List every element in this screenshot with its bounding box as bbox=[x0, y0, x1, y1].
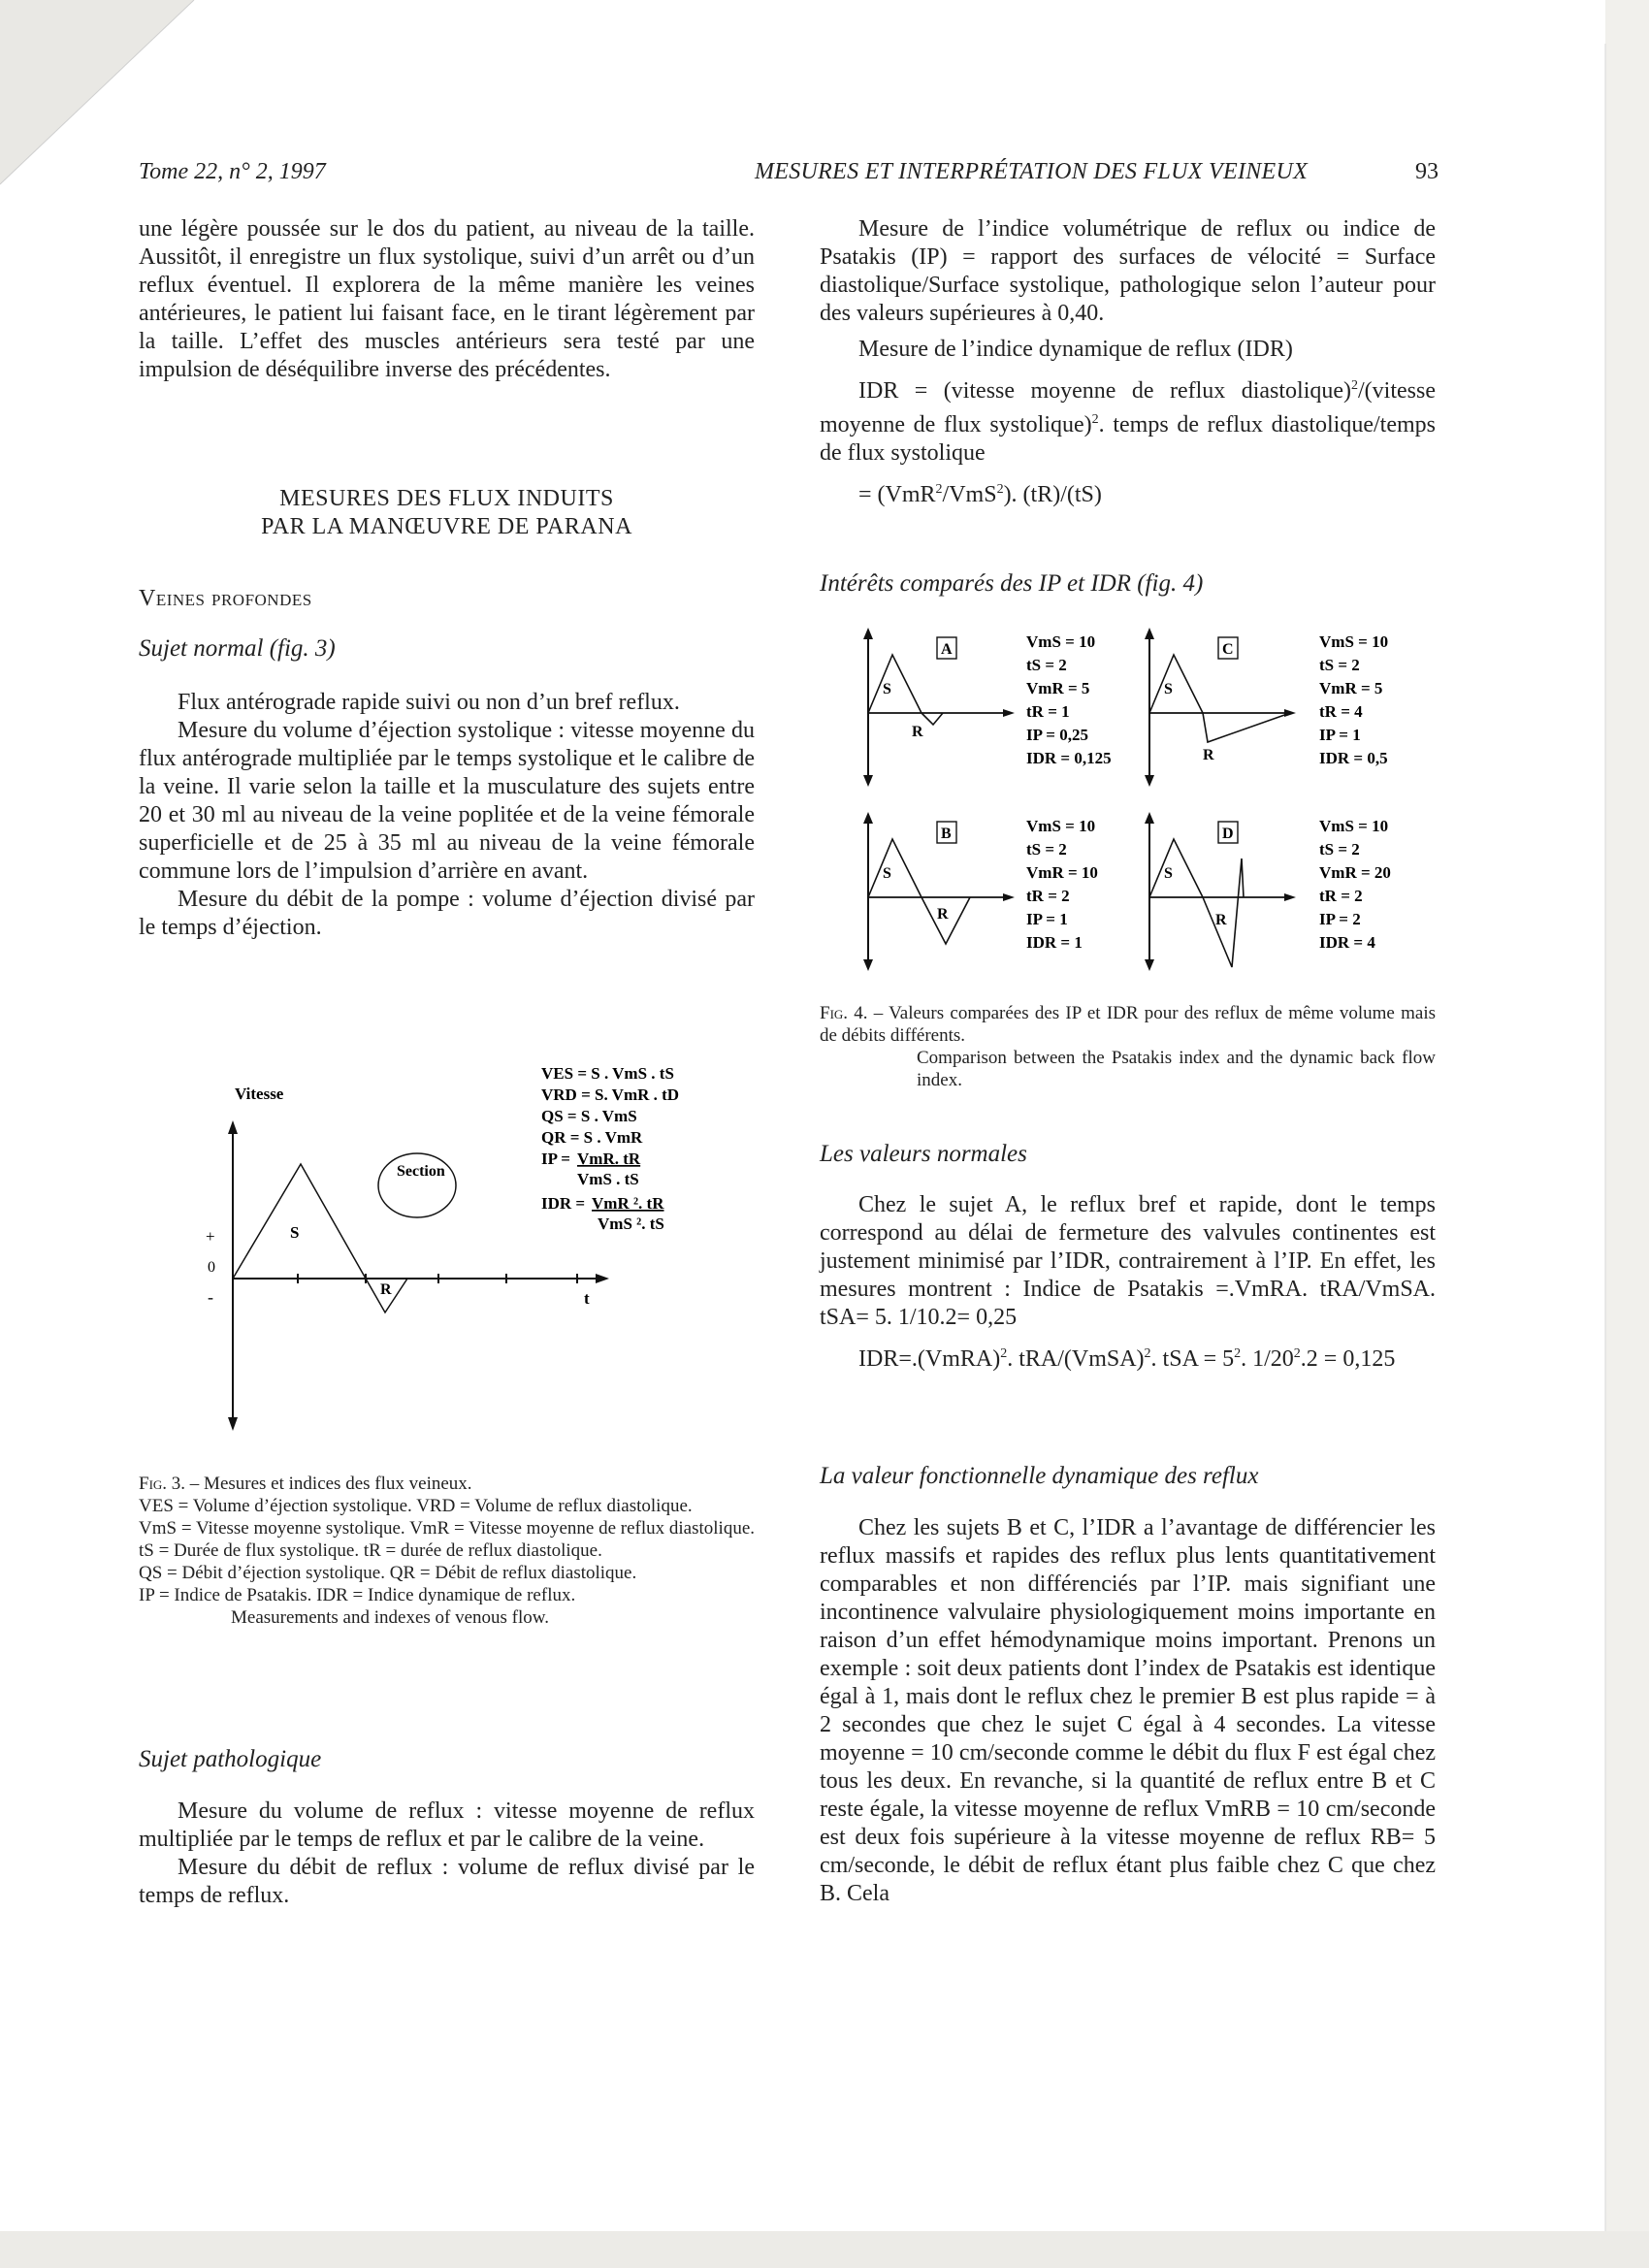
caption-english: Comparison between the Psatakis index and the dynamic back flow index. bbox=[917, 1048, 1436, 1090]
journal-volume: Tome 22, n° 2, 1997 bbox=[139, 159, 326, 184]
fig3-formula: QS = S . VmS bbox=[541, 1107, 637, 1125]
caption-label: Fig. 3. bbox=[139, 1474, 186, 1494]
paragraph: Mesure du volume d’éjection systolique : vitesse moyenne du flux antérograde multipliée par le temps systolique et le calibre de la veine. Il varie selon la taille et la musculature des sujets entre 20 et 30 ml au niveau de la veine poplitée et de la veine fémorale superficielle et de 25 à 35 ml au niveau de la veine fémorale commune lors de l’impulsion d’arrière en avant. bbox=[139, 718, 755, 884]
fig3-formula: VmS . tS bbox=[577, 1170, 639, 1188]
fig4-panel-d bbox=[1145, 812, 1391, 971]
paragraph: Flux antérograde rapide suivi ou non d’un bref reflux. bbox=[178, 690, 680, 715]
fig3-y-label: Vitesse bbox=[235, 1085, 284, 1103]
fig4-value: VmR = 5 bbox=[1319, 679, 1383, 697]
right-body-2 bbox=[820, 1514, 1436, 1908]
fig4-panel-c bbox=[1145, 628, 1388, 787]
subsection-heading bbox=[139, 586, 755, 612]
paragraph: Mesure du débit de la pompe : volume d’éjection divisé par le temps d’éjection. bbox=[139, 887, 755, 940]
fig3-formula: IDR = bbox=[541, 1194, 586, 1213]
fig4-value: IP = 0,25 bbox=[1026, 726, 1088, 744]
caption-english: Measurements and indexes of venous flow. bbox=[231, 1607, 550, 1628]
fig4-panel-id: C bbox=[1222, 641, 1234, 658]
section-title-line: MESURES DES FLUX INDUITS bbox=[279, 486, 614, 511]
fig4-value: VmR = 20 bbox=[1319, 863, 1391, 882]
fig3-section-label: Section bbox=[397, 1163, 445, 1180]
caption-label: Fig. 4. bbox=[820, 1003, 868, 1023]
fig3-zero: 0 bbox=[208, 1259, 215, 1276]
fig4-value: VmS = 10 bbox=[1026, 632, 1096, 651]
fig4-s-label: S bbox=[1164, 681, 1173, 697]
subheading-text: Sujet normal (fig. 3) bbox=[139, 635, 336, 662]
caption-line: QS = Débit d’éjection systolique. QR = Débit de reflux diastolique. bbox=[139, 1563, 637, 1583]
fig3-formula: QR = S . VmR bbox=[541, 1128, 643, 1147]
subheading-text: Les valeurs normales bbox=[820, 1141, 1027, 1167]
fig4-panel-id: D bbox=[1222, 826, 1234, 842]
fig4-value: VmS = 10 bbox=[1026, 817, 1096, 835]
fig4-value: tS = 2 bbox=[1319, 840, 1360, 859]
fig4-value: tR = 2 bbox=[1319, 887, 1363, 905]
subheading bbox=[820, 1463, 1436, 1490]
fig4-r-label: R bbox=[1215, 912, 1227, 928]
fig4-panel-a bbox=[863, 628, 1112, 787]
fig4-value: VmR = 10 bbox=[1026, 863, 1098, 882]
caption-line: tS = Durée de flux systolique. tR = durée de reflux diastolique. bbox=[139, 1540, 602, 1561]
subheading-text: La valeur fonctionnelle dynamique des reflux bbox=[820, 1463, 1259, 1489]
fig4-value: IDR = 0,125 bbox=[1026, 749, 1112, 767]
left-body bbox=[139, 689, 755, 942]
fig4-value: IDR = 1 bbox=[1026, 933, 1083, 952]
fig4-panel-id: B bbox=[941, 826, 952, 842]
section-heading bbox=[139, 485, 755, 541]
fig4-r-label: R bbox=[912, 724, 923, 740]
figure-3 bbox=[194, 1053, 718, 1441]
paragraph: Mesure du débit de reflux : volume de reflux divisé par le temps de reflux. bbox=[139, 1855, 755, 1908]
fig3-formula: VES = S . VmS . tS bbox=[541, 1064, 674, 1083]
fig4-value: IP = 1 bbox=[1319, 726, 1361, 744]
fig4-s-label: S bbox=[883, 681, 891, 697]
subheading bbox=[139, 635, 755, 663]
fig4-s-label: S bbox=[1164, 865, 1173, 882]
fig4-value: tR = 2 bbox=[1026, 887, 1070, 905]
paragraph: IDR=.(VmRA)$^2$. tRA/(VmSA)$^2$. tSA = $5^2$. $1/20^2.2 = 0,125$ bbox=[858, 1346, 1396, 1372]
left-column bbox=[139, 215, 755, 384]
fig4-value: IDR = 4 bbox=[1319, 933, 1375, 952]
caption-line: IP = Indice de Psatakis. IDR = Indice dynamique de reflux. bbox=[139, 1585, 576, 1605]
right-body bbox=[820, 1191, 1436, 1374]
fig4-panel-b bbox=[863, 812, 1098, 971]
running-title: MESURES ET INTERPRÉTATION DES FLUX VEINEUX bbox=[755, 159, 1309, 184]
fig4-value: tS = 2 bbox=[1026, 656, 1067, 674]
fig3-formula: VmR. tR bbox=[577, 1150, 641, 1168]
fig3-formula: VmS ². tS bbox=[598, 1215, 664, 1233]
page-number: 93 bbox=[1415, 159, 1439, 184]
fig3-formula: VmR ². tR bbox=[592, 1194, 664, 1213]
fig4-value: VmS = 10 bbox=[1319, 817, 1389, 835]
fig3-r-label: R bbox=[380, 1281, 392, 1298]
figure-4 bbox=[844, 626, 1426, 985]
subheading-text: Intérêts comparés des IP et IDR (fig. 4) bbox=[820, 570, 1204, 597]
fig4-value: tS = 2 bbox=[1026, 840, 1067, 859]
figure-4-caption bbox=[820, 1002, 1436, 1091]
fig3-t-label: t bbox=[584, 1289, 590, 1308]
paragraph: Mesure du volume de reflux : vitesse moyenne de reflux multipliée par le temps de reflux et par le calibre de la veine. bbox=[139, 1798, 755, 1852]
paragraph: Mesure de l’indice volumétrique de reflux ou indice de Psatakis (IP) = rapport des surfaces de vélocité = Surface diastolique/Surface systolique, pathologique selon l’auteur pour des valeurs supérieures à 0,40. bbox=[820, 216, 1436, 326]
fig4-value: IDR = 0,5 bbox=[1319, 749, 1388, 767]
fig4-value: VmS = 10 bbox=[1319, 632, 1389, 651]
caption-line: VmS = Vitesse moyenne systolique. VmR = Vitesse moyenne de reflux diastolique. bbox=[139, 1518, 755, 1539]
subheading bbox=[820, 570, 1436, 598]
fig3-minus: - bbox=[208, 1287, 213, 1307]
fig3-plus: + bbox=[206, 1227, 215, 1246]
caption-text: – Valeurs comparées des IP et IDR pour des reflux de même volume mais de débits différents. bbox=[820, 1003, 1436, 1046]
subsection-title: Veines profondes bbox=[139, 586, 312, 611]
subheading bbox=[139, 1746, 755, 1773]
running-header bbox=[139, 159, 1439, 188]
caption-text: – Mesures et indices des flux veineux. bbox=[185, 1474, 472, 1494]
fig4-value: tR = 1 bbox=[1026, 702, 1070, 721]
left-body-2 bbox=[139, 1798, 755, 1910]
paragraph: Chez les sujets B et C, l’IDR a l’avantage de différencier les reflux massifs et rapides des reflux plus lents quantitativement comparables et non différenciés par l’IP. mais signifiant une incontinence valvulaire physiologiquement moins importante en raison d’un effet hémodynamique moins important. Prenons un exemple : soit deux patients dont l’index de Psatakis est identique égal à 1, mais dont le reflux chez le premier B est plus rapide = à 2 secondes que chez le sujet C égal à 4 secondes. La vitesse moyenne = 10 cm/seconde comme le débit du flux F est égal chez tous les deux. En revanche, si la quantité de reflux entre B et C reste égale, la vitesse moyenne de reflux VmRB = 10 cm/seconde est deux fois supérieure à la vitesse moyenne de reflux RB= 5 cm/seconde, le débit de reflux étant plus faible chez C que chez B. Cela bbox=[820, 1515, 1436, 1906]
fig4-value: tS = 2 bbox=[1319, 656, 1360, 674]
fig4-value: IP = 1 bbox=[1026, 910, 1068, 928]
right-column bbox=[820, 215, 1436, 509]
fig4-value: VmR = 5 bbox=[1026, 679, 1090, 697]
fig4-value: tR = 4 bbox=[1319, 702, 1363, 721]
section-title-line: PAR LA MANŒUVRE DE PARANA bbox=[261, 514, 632, 539]
fig4-s-label: S bbox=[883, 865, 891, 882]
fig4-r-label: R bbox=[1203, 747, 1214, 763]
caption-line: VES = Volume d’éjection systolique. VRD = Volume de reflux diastolique. bbox=[139, 1496, 693, 1516]
paragraph: IDR = (vitesse moyenne de reflux diastolique)$^2$/(vitesse moyenne de flux systolique)$^2$. temps de reflux diastolique/temps de flux systolique bbox=[820, 378, 1436, 466]
formula-line: = (VmR$^2$/VmS$^2$). (tR)/(tS) bbox=[858, 482, 1102, 507]
fig3-s-label: S bbox=[290, 1223, 300, 1242]
paragraph: Mesure de l’indice dynamique de reflux (IDR) bbox=[858, 337, 1293, 362]
paragraph: Chez le sujet A, le reflux bref et rapide, dont le temps correspond au délai de fermeture des valvules continentes est justement minimisé par l’IDR, contrairement à l’IP. En effet, les mesures montrent : Indice de Psatakis =.VmRA. tRA/VmSA. tSA= 5. 1/10.2= 0,25 bbox=[820, 1192, 1436, 1330]
figure-3-caption bbox=[139, 1473, 755, 1629]
subheading-text: Sujet pathologique bbox=[139, 1746, 322, 1772]
fig4-value: IP = 2 bbox=[1319, 910, 1361, 928]
fig4-r-label: R bbox=[937, 906, 949, 923]
fig4-panel-id: A bbox=[941, 641, 953, 658]
paragraph: une légère poussée sur le dos du patient, au niveau de la taille. Aussitôt, il enregistre un flux systolique, suivi d’un arrêt ou d’un reflux éventuel. Il explorera de la même manière les veines antérieures, le patient lui faisant face, en le tirant légèrement par la taille. L’effet des muscles antérieurs sera testé par une impulsion de déséquilibre inverse des précédentes. bbox=[139, 216, 755, 382]
fig3-formula: VRD = S. VmR . tD bbox=[541, 1085, 680, 1104]
subheading bbox=[820, 1141, 1436, 1168]
fig3-formula: IP = bbox=[541, 1150, 570, 1168]
